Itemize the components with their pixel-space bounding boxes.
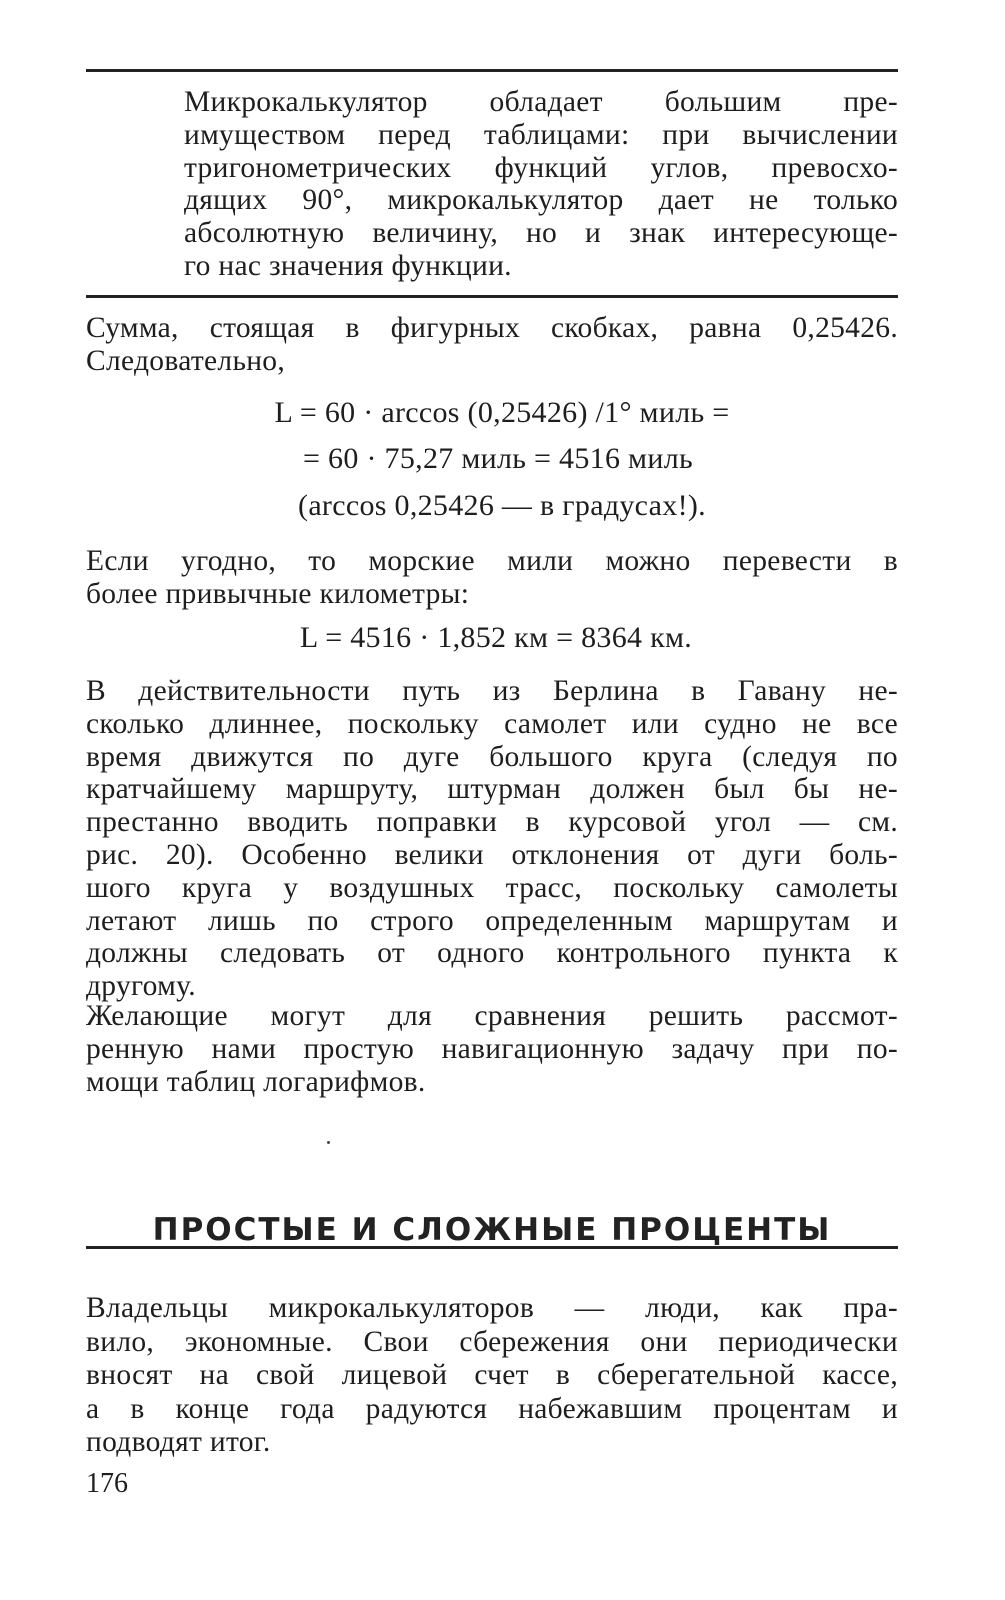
note-line: дящих 90°, микрокалькулятор дает не только — [184, 184, 898, 217]
note-bottom-rule — [86, 295, 898, 298]
formula-distance-note: (arccos 0,25426 — в градусах!). — [298, 489, 706, 522]
paragraph-line: рис. 20). Особенно велики отклонения от дуги боль- — [86, 838, 898, 871]
paragraph-sum — [86, 312, 898, 378]
top-rule — [86, 69, 898, 72]
note-line: имуществом перед таблицами: при вычислении — [184, 118, 898, 151]
paragraph-line: шого круга у воздушных трасс, поскольку самолеты — [86, 871, 898, 904]
formula-distance-line-1: L = 60 · arccos (0,25426) /1° миль = — [274, 396, 730, 429]
paragraph-line: более привычные километры: — [86, 577, 470, 610]
paragraph-line: престанно вводить поправки в курсовой угол — см. — [86, 806, 898, 839]
formula-distance-line-2: = 60 · 75,27 миль = 4516 миль — [303, 442, 693, 475]
paragraph-line: вносят на свой лицевой счет в сберегательной кассе, — [86, 1359, 898, 1391]
paragraph-line: Сумма, стоящая в фигурных скобках, равна 0,25426. — [86, 312, 898, 344]
paragraph-line: В действительности путь из Берлина в Гавану не- — [86, 675, 898, 707]
section-heading: ПРОСТЫЕ И СЛОЖНЫЕ ПРОЦЕНТЫ — [152, 1211, 832, 1248]
paragraph-line: сколько длиннее, поскольку самолет или судно не все — [86, 707, 898, 740]
paragraph-line: подводят итог. — [86, 1426, 271, 1458]
paragraph-conversion — [86, 545, 898, 611]
formula-kilometers: L = 4516 · 1,852 км = 8364 км. — [299, 621, 693, 654]
paragraph-reality — [86, 675, 898, 1003]
paragraph-line: другому. — [86, 970, 196, 1003]
paragraph-line: время движутся по дуге большого круга (следуя по — [86, 740, 898, 773]
paragraph-exercise — [86, 1000, 898, 1098]
print-speck — [327, 1141, 330, 1144]
section-rule — [86, 1246, 898, 1249]
paragraph-line: должны следовать от одного контрольного пункта к — [86, 937, 898, 970]
paragraph-line: летают лишь по строго определенным маршрутам и — [86, 904, 898, 937]
paragraph-line: ренную нами простую навигационную задачу при по- — [86, 1032, 898, 1065]
paragraph-line: Владельцы микрокалькуляторов — люди, как пра- — [86, 1292, 898, 1324]
note-paragraph — [184, 86, 898, 283]
page-number: 176 — [86, 1468, 128, 1499]
note-line: го нас значения функции. — [184, 249, 512, 282]
paragraph-line: вило, экономные. Свои сбережения они периодически — [86, 1325, 898, 1358]
note-line: тригонометрических функций углов, превосхо- — [184, 151, 898, 184]
note-line: Микрокалькулятор обладает большим пре- — [184, 86, 898, 118]
paragraph-line: кратчайшему маршруту, штурман должен был бы не- — [86, 773, 898, 806]
paragraph-owners — [86, 1292, 898, 1460]
paragraph-line: Следовательно, — [86, 344, 286, 377]
note-line: абсолютную величину, но и знак интересующе- — [184, 217, 898, 250]
paragraph-line: а в конце года радуются набежавшим процентам и — [86, 1392, 898, 1425]
paragraph-line: Если угодно, то морские мили можно перевести в — [86, 545, 898, 577]
paragraph-line: Желающие могут для сравнения решить рассмот- — [86, 1000, 898, 1032]
paragraph-line: мощи таблиц логарифмов. — [86, 1065, 426, 1098]
